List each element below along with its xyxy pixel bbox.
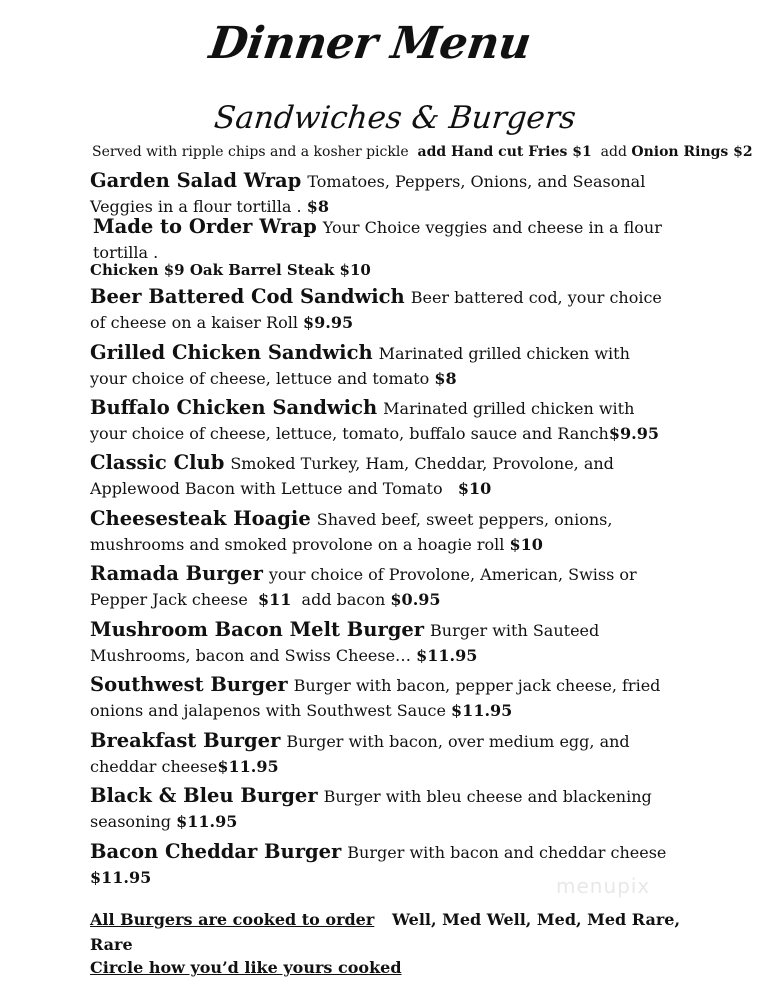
item-name: Grilled Chicken Sandwich: [90, 341, 373, 364]
item-extra-price: $0.95: [390, 590, 441, 609]
item-desc: Shaved beef, sweet peppers, onions, mushrooms and smoked provolone on a hoagie roll: [90, 510, 613, 554]
item-price: $10: [509, 535, 543, 554]
menu-item: [90, 395, 670, 446]
item-price: $11.95: [90, 868, 152, 887]
doneness-rare: Rare: [90, 935, 133, 954]
item-price: $11.95: [416, 646, 478, 665]
item-price: $10: [457, 479, 492, 498]
item-name: Ramada Burger: [90, 562, 263, 585]
item-price: $11: [257, 590, 292, 609]
menu-item: [90, 284, 670, 335]
rings-addon-prefix: add: [600, 144, 627, 160]
item-extra: add bacon: [301, 590, 386, 609]
item-price: $11.95: [451, 701, 513, 720]
item-desc: Beer battered cod, your choice of cheese on a kaiser Roll: [90, 288, 662, 332]
section-heading: Sandwiches & Burgers: [212, 100, 578, 136]
item-desc: Burger with Sauteed Mushrooms, bacon and Swiss Cheese…: [90, 621, 600, 665]
circle-instruction: Circle how you’d like yours cooked: [90, 958, 402, 977]
menu-item: [90, 340, 670, 391]
item-desc: Tomatoes, Peppers, Onions, and Seasonal Veggies in a flour tortilla .: [90, 172, 646, 216]
item-name: Black & Bleu Burger: [90, 784, 318, 807]
item-desc: Burger with bacon and cheddar cheese: [347, 843, 667, 862]
item-price: $9.95: [608, 424, 659, 443]
item-price: $8: [434, 369, 457, 388]
rings-addon: Onion Rings $2: [631, 144, 753, 160]
item-name: Buffalo Chicken Sandwich: [90, 396, 378, 419]
menu-item: [90, 506, 670, 557]
item-name: Garden Salad Wrap: [90, 169, 302, 192]
item-desc: Marinated grilled chicken with your choice of cheese, lettuce and tomato: [90, 344, 630, 388]
item-name: Classic Club: [90, 451, 225, 474]
menu-item: [90, 617, 670, 668]
item-price: $8: [306, 197, 329, 216]
menu-item: [90, 672, 670, 723]
doneness-options: Well, Med Well, Med, Med Rare,: [392, 910, 681, 929]
wrap-protein-options: Chicken $9 Oak Barrel Steak $10: [90, 261, 371, 279]
item-name: Made to Order Wrap: [93, 215, 317, 238]
item-name: Southwest Burger: [90, 673, 288, 696]
item-desc: Your Choice veggies and cheese in a flour tortilla .: [93, 218, 662, 262]
item-desc: your choice of Provolone, American, Swiss or Pepper Jack cheese: [90, 565, 637, 609]
item-desc: Marinated grilled chicken with your choice of cheese, lettuce, tomato, buffalo sauce and Ranch: [90, 399, 635, 443]
intro-text: Served with ripple chips and a kosher pickle: [92, 144, 409, 160]
cooked-to-order-note: All Burgers are cooked to order: [90, 910, 375, 929]
item-price: $9.95: [303, 313, 354, 332]
menu-item: [90, 783, 670, 834]
item-desc: Burger with bleu cheese and blackening seasoning: [90, 787, 652, 831]
item-desc: Burger with bacon, pepper jack cheese, fried onions and jalapenos with Southwest Sauce: [90, 676, 661, 720]
menu-item: [90, 450, 670, 501]
menu-item: [90, 561, 670, 612]
page-title: Dinner Menu: [206, 18, 534, 69]
item-name: Cheesesteak Hoagie: [90, 507, 311, 530]
item-desc: Burger with bacon, over medium egg, and cheddar cheese: [90, 732, 630, 776]
menu-item: [90, 728, 670, 779]
menu-item: [90, 168, 670, 219]
item-name: Mushroom Bacon Melt Burger: [90, 618, 425, 641]
item-name: Bacon Cheddar Burger: [90, 840, 342, 863]
item-price: $11.95: [176, 812, 238, 831]
item-price: $11.95: [217, 757, 279, 776]
item-name: Beer Battered Cod Sandwich: [90, 285, 405, 308]
item-name: Breakfast Burger: [90, 729, 281, 752]
item-desc: Smoked Turkey, Ham, Cheddar, Provolone, and Applewood Bacon with Lettuce and Tomato: [90, 454, 614, 498]
watermark: menupix: [556, 874, 651, 898]
menu-item: [93, 214, 673, 265]
fries-addon: add Hand cut Fries $1: [417, 144, 592, 160]
intro-line: [92, 144, 753, 160]
